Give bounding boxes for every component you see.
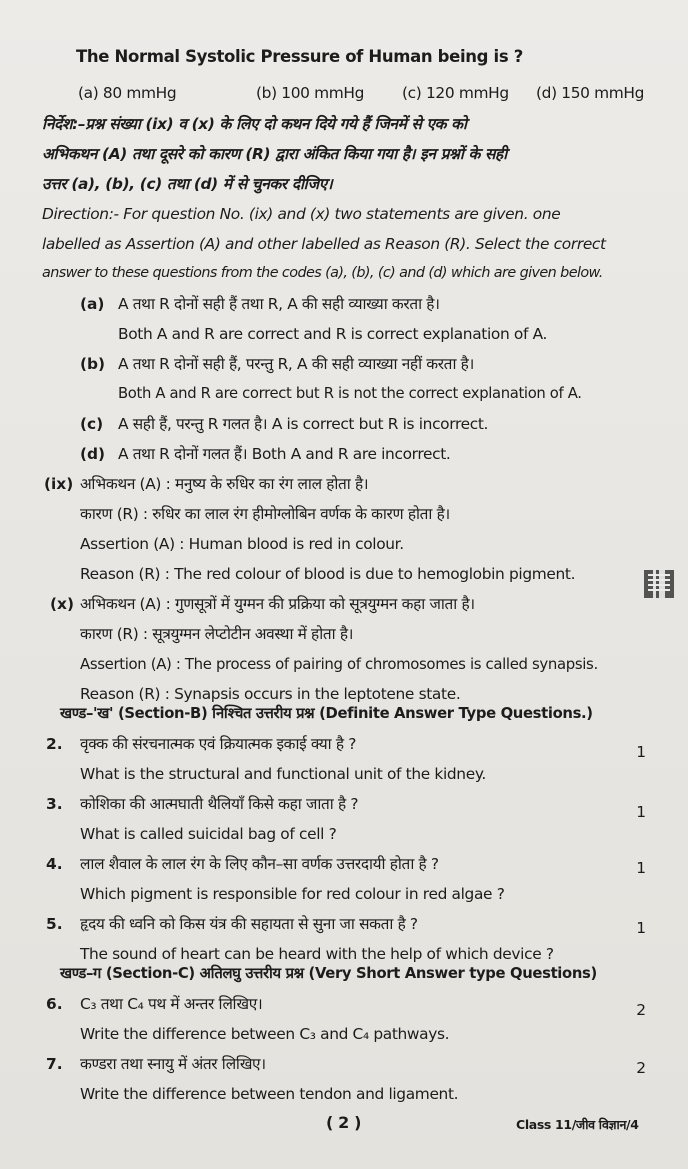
q4-marks: 1 bbox=[636, 859, 646, 877]
code-c-label: (c) bbox=[80, 415, 104, 433]
question-x-hindi-assertion: अभिकथन (A) : गुणसूत्रों में युग्मन की प्रक्रिया को सूत्रयुग्मन कहा जाता है। bbox=[80, 595, 475, 613]
direction-hindi-2: अभिकथन (A) तथा दूसरे को कारण (R) द्वारा अंकित किया गया है। इन प्रश्नों के सही bbox=[42, 145, 507, 163]
direction-eng-3: answer to these questions from the codes (a), (b), (c) and (d) which are given below. bbox=[42, 265, 603, 281]
q2-number: 2. bbox=[46, 735, 63, 753]
code-d-label: (d) bbox=[80, 445, 106, 463]
code-b-eng: Both A and R are correct but R is not the correct explanation of A. bbox=[118, 385, 582, 402]
direction-hindi-3: उत्तर (a), (b), (c) तथा (d) में से चुनकर दीजिए। bbox=[42, 175, 333, 193]
q6-eng: Write the difference between C₃ and C₄ pathways. bbox=[80, 1025, 450, 1043]
q3-number: 3. bbox=[46, 795, 63, 813]
q4-eng: Which pigment is responsible for red colour in red algae ? bbox=[80, 885, 505, 903]
code-b-hindi: A तथा R दोनों सही हैं, परन्तु R, A की सही व्याख्या नहीं करता है। bbox=[118, 355, 474, 373]
question-ix-reason: Reason (R) : The red colour of blood is due to hemoglobin pigment. bbox=[80, 565, 576, 583]
q2-eng: What is the structural and functional unit of the kidney. bbox=[80, 765, 486, 783]
question-ix-hindi-reason: कारण (R) : रुधिर का लाल रंग हीमोग्लोबिन वर्णक के कारण होता है। bbox=[80, 505, 450, 523]
question-x-hindi-reason: कारण (R) : सूत्रयुग्मन लेप्टोटीन अवस्था में होता है। bbox=[80, 625, 354, 643]
q7-marks: 2 bbox=[636, 1059, 646, 1077]
q5-number: 5. bbox=[46, 915, 63, 933]
q3-marks: 1 bbox=[636, 803, 646, 821]
option-d: (d) 150 mmHg bbox=[536, 84, 645, 102]
section-b-heading: खण्ड–'ख' (Section-B) निश्चित उत्तरीय प्रश्न (Definite Answer Type Questions.) bbox=[60, 705, 593, 722]
class-code: Class 11/जीव विज्ञान/4 bbox=[516, 1117, 639, 1132]
question-x-label: (x) bbox=[50, 595, 74, 613]
q2-hindi: वृक्क की संरचनात्मक एवं क्रियात्मक इकाई क्या है ? bbox=[80, 735, 357, 753]
q5-marks: 1 bbox=[636, 919, 646, 937]
q6-hindi: C₃ तथा C₄ पथ में अन्तर लिखिए। bbox=[80, 995, 263, 1013]
question-title: The Normal Systolic Pressure of Human being is ? bbox=[76, 47, 523, 66]
question-x-assertion: Assertion (A) : The process of pairing of chromosomes is called synapsis. bbox=[80, 655, 598, 673]
q7-eng: Write the difference between tendon and ligament. bbox=[80, 1085, 459, 1103]
question-x-reason: Reason (R) : Synapsis occurs in the leptotene state. bbox=[80, 685, 461, 703]
direction-eng-1: Direction:- For question No. (ix) and (x) two statements are given. one bbox=[42, 205, 561, 223]
q5-eng: The sound of heart can be heard with the help of which device ? bbox=[80, 945, 554, 963]
q3-hindi: कोशिका की आत्मघाती थैलियाँ किसे कहा जाता है ? bbox=[80, 795, 359, 813]
option-c: (c) 120 mmHg bbox=[402, 84, 509, 102]
code-d-text: A तथा R दोनों गलत हैं। Both A and R are incorrect. bbox=[118, 445, 451, 463]
q6-number: 6. bbox=[46, 995, 63, 1013]
code-a-label: (a) bbox=[80, 295, 105, 313]
option-b: (b) 100 mmHg bbox=[256, 84, 365, 102]
q3-eng: What is called suicidal bag of cell ? bbox=[80, 825, 337, 843]
direction-eng-2: labelled as Assertion (A) and other labelled as Reason (R). Select the correct bbox=[42, 235, 606, 253]
direction-hindi-1: निर्देश:–प्रश्न संख्या (ix) व (x) के लिए दो कथन दिये गये हैं जिनमें से एक को bbox=[42, 115, 467, 133]
q2-marks: 1 bbox=[636, 743, 646, 761]
code-c-text: A सही हैं, परन्तु R गलत है। A is correct but R is incorrect. bbox=[118, 415, 489, 433]
code-a-eng: Both A and R are correct and R is correct explanation of A. bbox=[118, 325, 548, 343]
qr-code-icon bbox=[644, 570, 674, 598]
question-ix-assertion: Assertion (A) : Human blood is red in colour. bbox=[80, 535, 404, 553]
code-b-label: (b) bbox=[80, 355, 106, 373]
q4-number: 4. bbox=[46, 855, 63, 873]
page-number: ( 2 ) bbox=[326, 1113, 362, 1132]
question-ix-label: (ix) bbox=[44, 475, 74, 493]
q5-hindi: हृदय की ध्वनि को किस यंत्र की सहायता से सुना जा सकता है ? bbox=[80, 915, 418, 933]
option-a: (a) 80 mmHg bbox=[78, 84, 177, 102]
q7-number: 7. bbox=[46, 1055, 63, 1073]
q7-hindi: कण्डरा तथा स्नायु में अंतर लिखिए। bbox=[80, 1055, 266, 1073]
question-ix-hindi-assertion: अभिकथन (A) : मनुष्य के रुधिर का रंग लाल होता है। bbox=[80, 475, 369, 493]
q6-marks: 2 bbox=[636, 1001, 646, 1019]
code-a-hindi: A तथा R दोनों सही हैं तथा R, A की सही व्याख्या करता है। bbox=[118, 295, 440, 313]
section-c-heading: खण्ड–ग (Section-C) अतिलघु उत्तरीय प्रश्न (Very Short Answer type Questions) bbox=[60, 965, 597, 982]
q4-hindi: लाल शैवाल के लाल रंग के लिए कौन–सा वर्णक उत्तरदायी होता है ? bbox=[80, 855, 439, 873]
